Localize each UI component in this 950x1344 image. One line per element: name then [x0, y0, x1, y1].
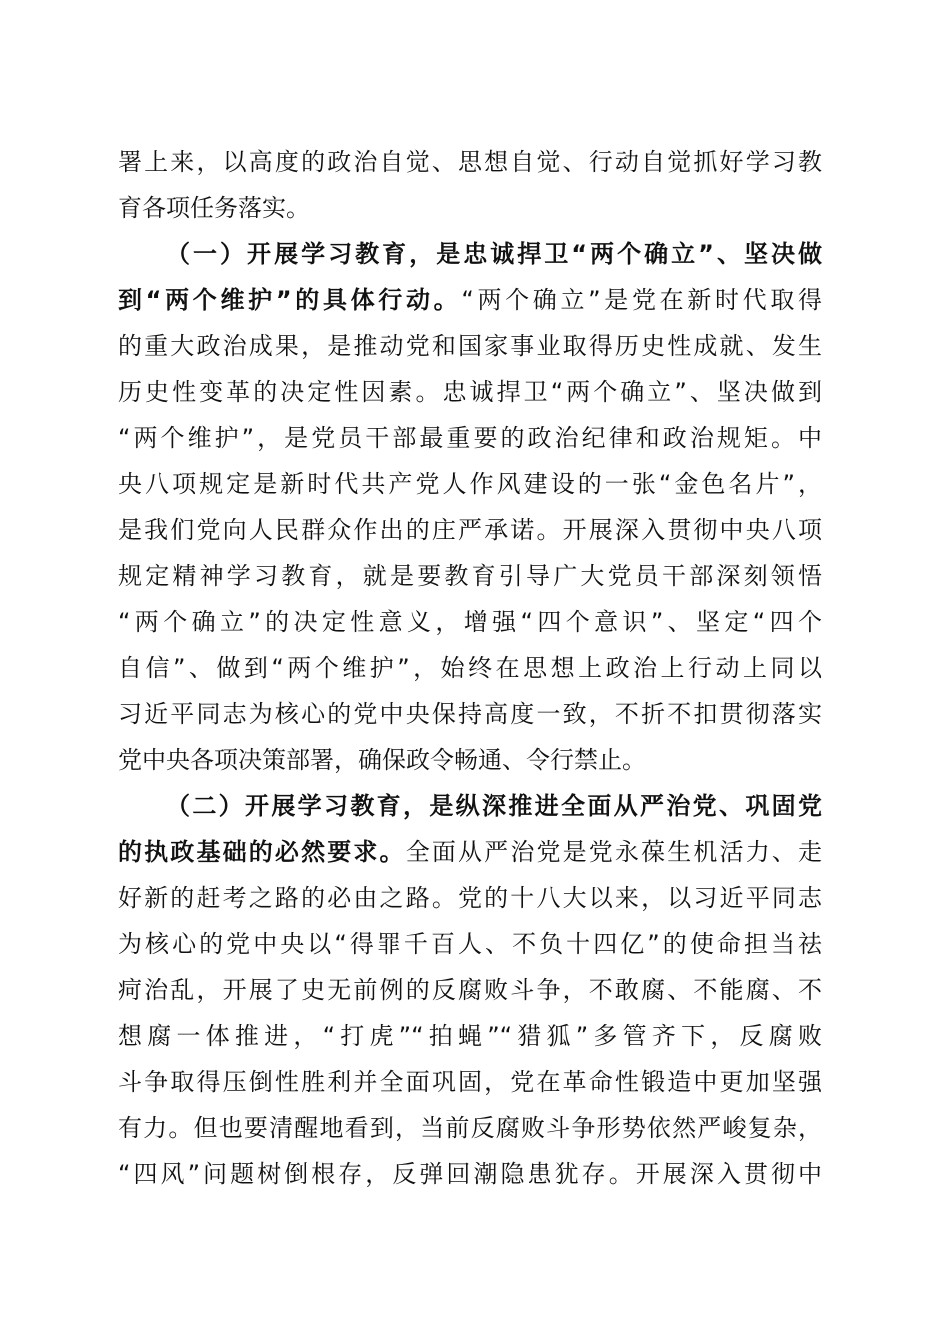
text-segment: 署上来，以高度的政治自觉、思想自觉、行动自觉抓好学习教: [118, 148, 822, 176]
text-line: [118, 878, 822, 918]
text-segment: “两个维护”，是党员干部最重要的政治纪律和政治规矩。中: [118, 424, 822, 452]
section-heading-text: （二）开展学习教育，是纵深推进全面从严治党、巩固党: [166, 792, 822, 820]
text-line: [118, 1016, 822, 1056]
section-heading-line: [166, 234, 822, 274]
text-segment: 是我们党向人民群众作出的庄严承诺。开展深入贯彻中央八项: [118, 516, 822, 544]
text-segment: 党中央各项决策部署，确保政令畅通、令行禁止。: [118, 746, 646, 774]
text-line: [118, 924, 822, 964]
section-heading-text: （一）开展学习教育，是忠诚捍卫“两个确立”、坚决做: [166, 240, 822, 268]
text-segment: “两个确立”的决定性意义，增强“四个意识”、坚定“四个: [118, 608, 822, 636]
text-segment: “两个确立”是党在新时代取得: [461, 286, 822, 314]
text-line: [118, 602, 822, 642]
text-line: [118, 832, 822, 872]
text-segment: 的重大政治成果，是推动党和国家事业取得历史性成就、发生: [118, 332, 822, 360]
text-line: [118, 694, 822, 734]
text-segment: 央八项规定是新时代共产党人作风建设的一张“金色名片”，: [118, 470, 822, 498]
text-segment: 自信”、做到“两个维护”，始终在思想上政治上行动上同以: [118, 654, 822, 682]
text-line: [118, 648, 822, 688]
text-segment: 斗争取得压倒性胜利并全面巩固，党在革命性锻造中更加坚强: [118, 1068, 822, 1096]
text-line: [118, 740, 822, 780]
text-segment: 规定精神学习教育，就是要教育引导广大党员干部深刻领悟: [118, 562, 822, 590]
text-segment: “四风”问题树倒根存，反弹回潮隐患犹存。开展深入贯彻中: [118, 1160, 822, 1188]
text-segment: 习近平同志为核心的党中央保持高度一致，不折不扣贯彻落实: [118, 700, 822, 728]
text-line: [118, 1108, 822, 1148]
text-segment: 疴治乱，开展了史无前例的反腐败斗争，不敢腐、不能腐、不: [118, 976, 822, 1004]
text-line: [118, 326, 822, 366]
text-line: [118, 1062, 822, 1102]
section-heading-text: 到“两个维护”的具体行动。: [118, 286, 462, 314]
text-segment: 全面从严治党是党永葆生机活力、走: [405, 838, 823, 866]
text-line: [118, 188, 822, 228]
text-line: [118, 556, 822, 596]
text-line: [118, 280, 822, 320]
text-line: [118, 372, 822, 412]
text-line: [118, 418, 822, 458]
section-heading-text: 的执政基础的必然要求。: [118, 838, 406, 866]
text-segment: 有力。但也要清醒地看到，当前反腐败斗争形势依然严峻复杂，: [118, 1114, 822, 1142]
text-line: [118, 970, 822, 1010]
text-line: [118, 464, 822, 504]
text-line: [118, 1154, 822, 1194]
text-segment: 想腐一体推进，“打虎”“拍蝇”“猎狐”多管齐下，反腐败: [118, 1022, 822, 1050]
text-segment: 为核心的党中央以“得罪千百人、不负十四亿”的使命担当祛: [118, 930, 822, 958]
text-segment: 好新的赶考之路的必由之路。党的十八大以来，以习近平同志: [118, 884, 822, 912]
text-line: [118, 510, 822, 550]
text-segment: 历史性变革的决定性因素。忠诚捍卫“两个确立”、坚决做到: [118, 378, 822, 406]
text-line: [118, 142, 822, 182]
text-segment: 育各项任务落实。: [118, 194, 310, 222]
section-heading-line: [166, 786, 822, 826]
